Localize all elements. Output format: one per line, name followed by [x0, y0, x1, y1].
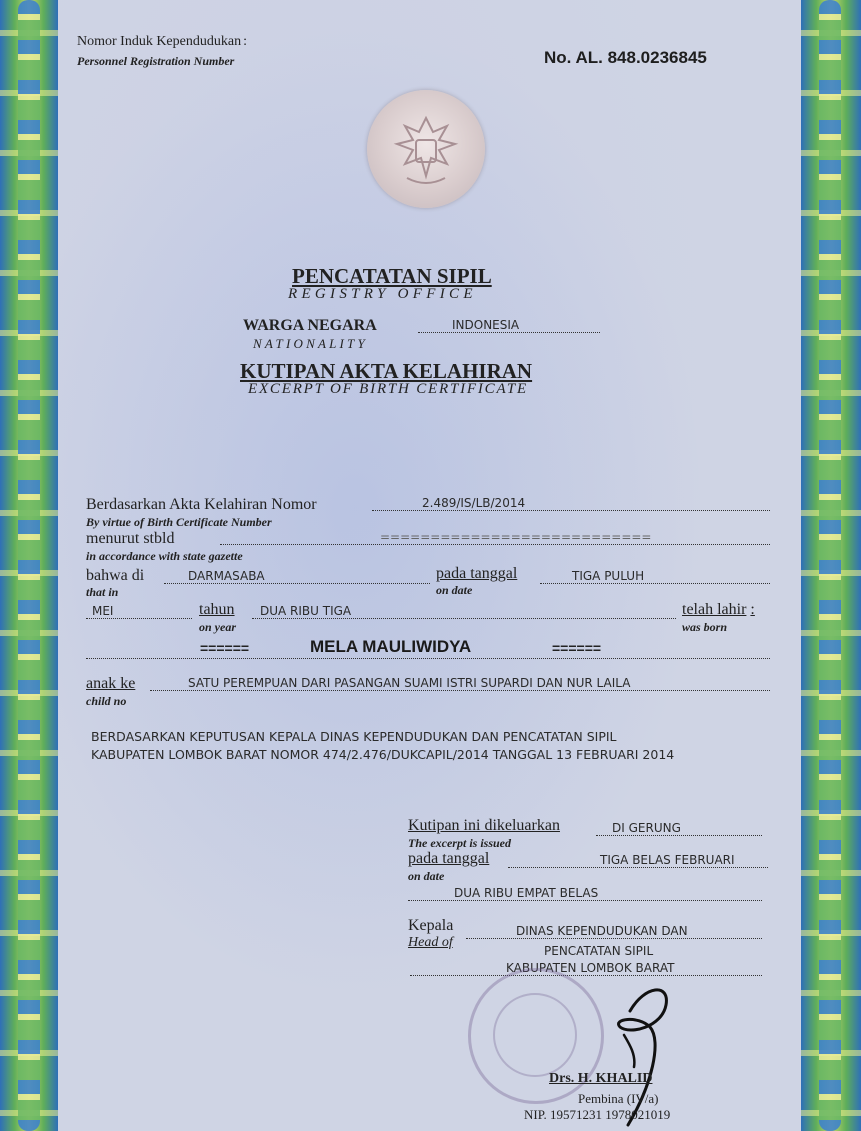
date-value: TIGA PULUH	[540, 569, 770, 584]
date-label-en: on date	[436, 583, 473, 597]
year-label-en: on year	[199, 620, 236, 634]
month-value: MEI	[86, 604, 192, 619]
issue-date-label-en: on date	[408, 869, 445, 883]
nationality-value: INDONESIA	[418, 318, 600, 333]
issued-label: Kutipan ini dikeluarkan	[408, 817, 560, 834]
child-name: MELA MAULIWIDYA	[310, 637, 472, 656]
stbld-label: menurut stbld	[86, 530, 175, 547]
official-name: Drs. H. KHALID	[549, 1071, 653, 1086]
head-line-2: PENCATATAN SIPIL	[544, 944, 654, 958]
place-label-en: that in	[86, 585, 119, 599]
cert-number-label-en: By virtue of Birth Certificate Number	[86, 515, 272, 529]
child-name-line	[86, 636, 770, 659]
decree-line-1: BERDASARKAN KEPUTUSAN KEPALA DINAS KEPENDUDUKAN DAN PENCATATAN SIPIL	[91, 729, 617, 744]
head-line-1: DINAS KEPENDUDUKAN DAN	[466, 924, 762, 939]
office-title-en: REGISTRY OFFICE	[288, 286, 477, 302]
left-ornamental-border	[0, 0, 58, 1131]
right-ornamental-border	[801, 0, 861, 1131]
head-label: Kepala	[408, 917, 454, 934]
cert-number-label: Berdasarkan Akta Kelahiran Nomor	[86, 496, 317, 513]
issued-label-en: The excerpt is issued	[408, 836, 511, 850]
serial-number: No. AL. 848.0236845	[544, 48, 707, 67]
born-label-en: was born	[682, 620, 728, 634]
issued-place-value: DI GERUNG	[596, 821, 762, 836]
stbld-label-en: in accordance with state gazette	[86, 549, 243, 563]
child-number-label: anak ke	[86, 675, 136, 692]
issue-year-value: DUA RIBU EMPAT BELAS	[408, 886, 762, 901]
office-title: PENCATATAN SIPIL	[292, 264, 492, 288]
official-nip: NIP. 19571231 1978021019	[524, 1107, 671, 1122]
head-label-en: Head of	[408, 935, 453, 950]
document-title-en: EXCERPT OF BIRTH CERTIFICATE	[248, 381, 528, 397]
official-rank: Pembina (IV/a)	[578, 1091, 659, 1106]
name-decoration-right: ======	[552, 640, 602, 656]
stbld-value: ===========================	[220, 530, 770, 545]
head-line-3: KABUPATEN LOMBOK BARAT	[410, 961, 762, 976]
issue-date-value: TIGA BELAS FEBRUARI	[508, 853, 768, 868]
year-label: tahun	[199, 601, 235, 618]
decree-line-2: KABUPATEN LOMBOK BARAT NOMOR 474/2.476/DUKCAPIL/2014 TANGGAL 13 FEBRUARI 2014	[91, 747, 675, 762]
reg-number-label-en: Personnel Registration Number	[77, 54, 235, 68]
place-value: DARMASABA	[164, 569, 430, 584]
garuda-emblem-seal	[367, 90, 485, 208]
year-value: DUA RIBU TIGA	[252, 604, 676, 619]
child-number-value: SATU PEREMPUAN DARI PASANGAN SUAMI ISTRI SUPARDI DAN NUR LAILA	[150, 676, 770, 691]
child-number-label-en: child no	[86, 694, 127, 708]
nationality-label-en: NATIONALITY	[253, 336, 368, 351]
place-label: bahwa di	[86, 567, 145, 584]
nationality-label: WARGA NEGARA	[243, 317, 377, 334]
reg-number-label: Nomor Induk Kependudukan :	[77, 34, 247, 49]
date-label: pada tanggal	[436, 565, 518, 582]
born-label: telah lahir :	[682, 601, 755, 618]
issue-date-label: pada tanggal	[408, 850, 490, 867]
cert-number-value: 2.489/IS/LB/2014	[372, 496, 770, 511]
name-decoration-left: ======	[200, 640, 250, 656]
document-title: KUTIPAN AKTA KELAHIRAN	[240, 359, 533, 383]
